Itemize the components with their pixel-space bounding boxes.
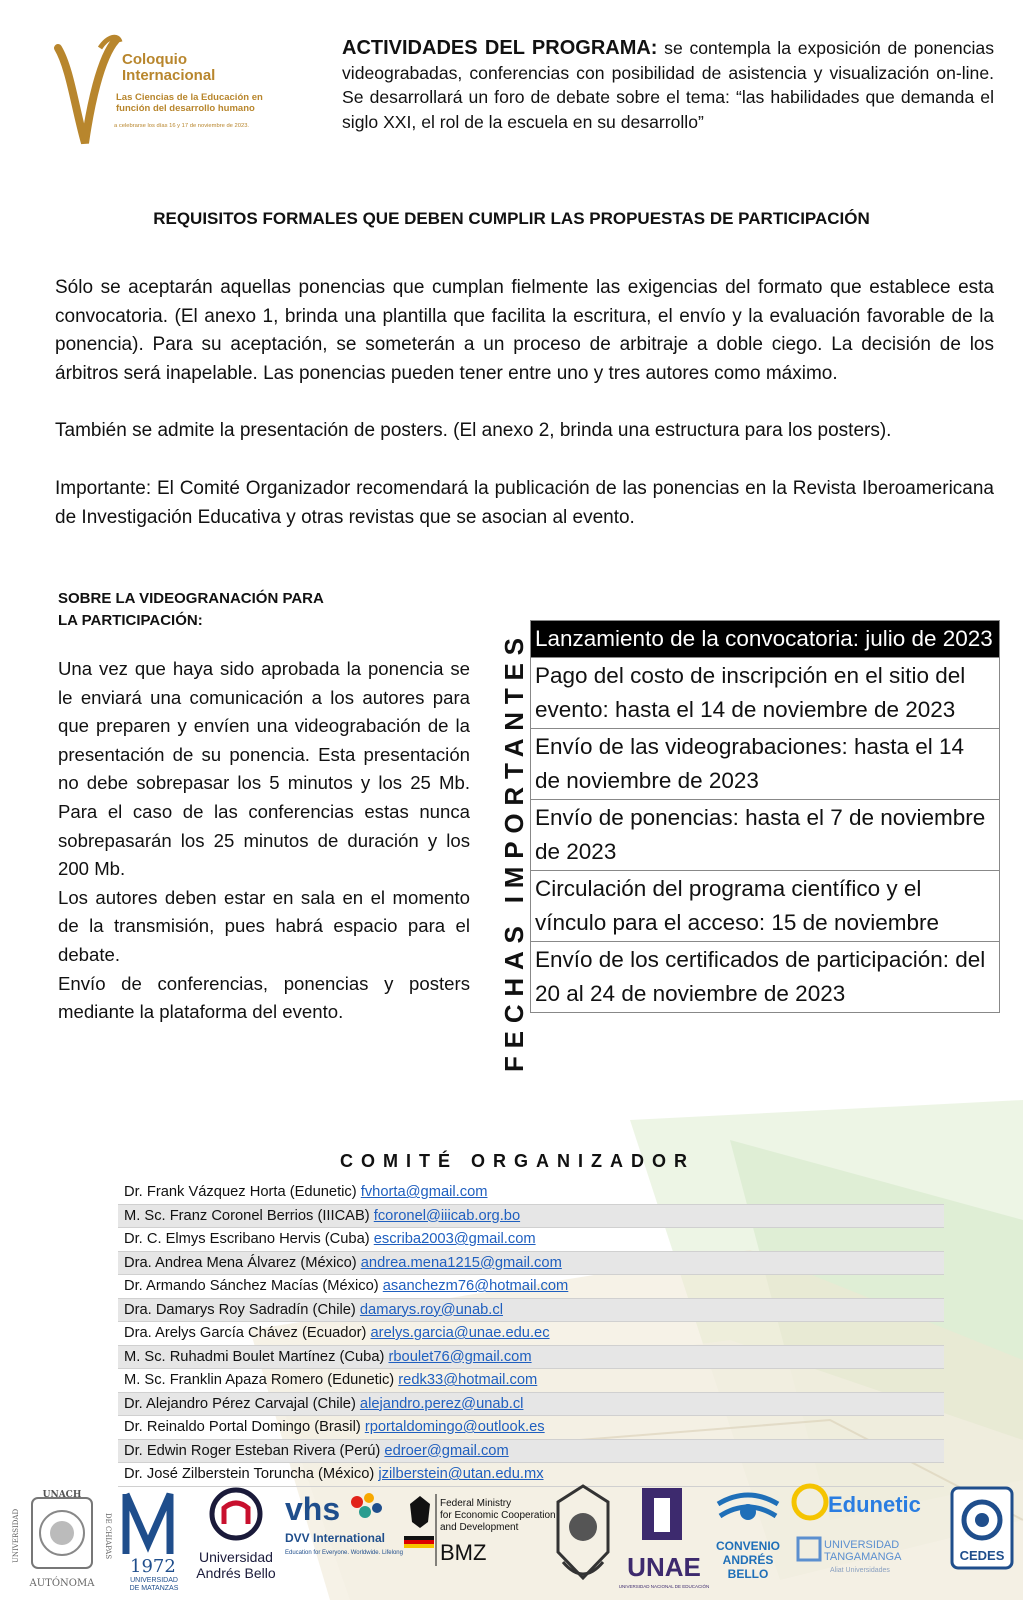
matanzas-logo <box>118 1484 190 1594</box>
video-p1: Una vez que haya sido aprobada la ponencia se le enviará una comunicación a los autores para que preparen y envíen una videograbación de la presentación de su ponencia. Esta presentación no debe sobrepasar los 5 minutos y los 25 Mb. Para el caso de las conferencias estas nunca sobrepasarán los 25 minutos de duración y los 200 Mb. <box>58 658 470 880</box>
member-name: Dr. Edwin Roger Esteban Rivera (Perú) <box>124 1442 385 1459</box>
cab-logo <box>708 1484 788 1594</box>
dvv-vhs: vhs <box>285 1491 341 1527</box>
logo-sub2: función del desarrollo humano <box>116 103 255 114</box>
comite-member <box>118 1393 944 1417</box>
fecha-row <box>531 658 1000 729</box>
member-name: Dra. Arelys García Chávez (Ecuador) <box>124 1325 371 1341</box>
v-logo-icon <box>50 28 120 148</box>
member-email-link[interactable]: fcoronel@iiicab.org.bo <box>373 1207 521 1224</box>
comite-member <box>118 1275 944 1299</box>
requisitos-title: REQUISITOS FORMALES QUE DEBEN CUMPLIR LAS PROPUESTAS DE PARTICIPACIÓN <box>153 209 870 228</box>
utan-line1: UNIVERSIDAD <box>824 1539 900 1551</box>
fecha-row <box>531 942 1000 1013</box>
um-name1: UNIVERSIDAD <box>130 1577 178 1584</box>
comite-title: COMITÉ ORGANIZADOR <box>340 1151 695 1171</box>
crest-logo <box>548 1482 618 1592</box>
member-name: M. Sc. Franklin Apaza Romero (Edunetic) <box>124 1372 399 1388</box>
member-email-link[interactable]: asanchezm76@hotmail.com <box>382 1278 569 1294</box>
logo-line2: Internacional <box>122 67 216 84</box>
member-email-link[interactable]: edroer@gmail.com <box>384 1442 509 1459</box>
header-bold: ACTIVIDADES DEL PROGRAMA: <box>342 37 658 59</box>
cedes-logo <box>940 1484 1020 1594</box>
fechas-vertical-label <box>497 622 531 1074</box>
member-email-link[interactable]: andrea.mena1215@gmail.com <box>360 1254 562 1271</box>
fecha-cell: Envío de los certificados de participación: del 20 al 24 de noviembre de 2023 <box>531 942 1000 1013</box>
video-p2: Los autores deben estar en sala en el momento de la transmisión, pues habrá espacio para el debate. <box>58 886 470 965</box>
unab-name1: Universidad <box>199 1549 273 1565</box>
unach-bottom: AUTÓNOMA <box>29 1578 95 1589</box>
um-name2: DE MATANZAS <box>129 1585 179 1592</box>
video-title-line2: LA PARTICIPACIÓN: <box>58 612 203 629</box>
dvv-tag: Education for Everyone. Worldwide. Lifelong <box>285 1550 403 1556</box>
coloquio-logo <box>50 28 270 148</box>
unach-logo <box>6 1488 118 1593</box>
fecha-cell: Circulación del programa científico y el vínculo para el acceso: 15 de noviembre <box>531 871 1000 942</box>
comite-member <box>118 1346 944 1370</box>
member-email-link[interactable]: damarys.roy@unab.cl <box>359 1301 503 1318</box>
comite-member <box>118 1228 944 1252</box>
comite-member <box>118 1440 944 1464</box>
member-email-link[interactable]: rportaldomingo@outlook.es <box>364 1419 545 1435</box>
unae-sub: UNIVERSIDAD NACIONAL DE EDUCACIÓN <box>618 1584 710 1589</box>
comite-member <box>118 1299 944 1323</box>
fecha-row <box>531 729 1000 800</box>
header-text: se contempla la exposición de ponencias videograbadas, conferencias con posibilidad de asistencia y visualización on-line. Se desarrollará un foro de debate sobre el tema: “las habilidades que demanda el siglo XXI, el rol de la escuela en su desarrollo” <box>342 38 994 132</box>
fecha-row <box>531 871 1000 942</box>
utan-line3: Aliat Universidades <box>830 1567 890 1574</box>
requisitos-p2: También se admite la presentación de posters. (El anexo 2, brinda una estructura para los posters). <box>55 420 892 441</box>
header-paragraph <box>342 36 994 134</box>
bmz-line1: Federal Ministry <box>440 1498 512 1509</box>
unach-right: DE CHIAPAS <box>104 1513 112 1560</box>
fecha-row <box>531 621 1000 658</box>
member-name: Dr. Reinaldo Portal Domingo (Brasil) <box>124 1419 365 1435</box>
comite-member <box>118 1181 944 1205</box>
fechas-label-text: FECHAS IMPORTANTES <box>499 630 529 1072</box>
bmz-line2: for Economic Cooperation <box>440 1510 556 1521</box>
member-email-link[interactable]: escriba2003@gmail.com <box>373 1231 536 1247</box>
member-name: Dr. C. Elmys Escribano Hervis (Cuba) <box>124 1231 374 1247</box>
comite-member <box>118 1416 944 1440</box>
video-body <box>58 655 470 1027</box>
comite-member <box>118 1322 944 1346</box>
unach-top: UNACH <box>42 1490 82 1500</box>
unach-left: UNIVERSIDAD <box>12 1508 20 1563</box>
member-email-link[interactable]: arelys.garcia@unae.edu.ec <box>370 1325 550 1341</box>
fecha-cell: Pago del costo de inscripción en el sitio del evento: hasta el 14 de noviembre de 2023 <box>531 658 1000 729</box>
member-name: Dr. José Zilberstein Toruncha (México) <box>124 1466 379 1482</box>
cedes-text: CEDES <box>959 1548 1005 1563</box>
requisitos-p1: Sólo se aceptarán aquellas ponencias que cumplan fielmente las exigencias del formato que establece esta convocatoria. (El anexo 1, brinda una plantilla que facilita la escritura, el envío y la evaluación favorable de la ponencia). Para su aceptación, se someterán a un proceso de arbitraje a doble ciego. La decisión de los árbitros será inapelable. Las ponencias pueden tener entre uno y tres autores como máximo. <box>55 277 994 384</box>
member-email-link[interactable]: redk33@hotmail.com <box>398 1372 538 1388</box>
unab-name2: Andrés Bello <box>196 1565 276 1581</box>
video-p3: Envío de conferencias, ponencias y posters mediante la plataforma del evento. <box>58 972 470 1023</box>
member-name: M. Sc. Franz Coronel Berrios (IIICAB) <box>124 1207 374 1224</box>
member-email-link[interactable]: fvhorta@gmail.com <box>360 1184 488 1200</box>
fecha-row <box>531 800 1000 871</box>
cab-line3: BELLO <box>727 1567 769 1581</box>
member-name: Dr. Frank Vázquez Horta (Edunetic) <box>124 1184 361 1200</box>
unae-logo <box>618 1484 710 1594</box>
member-email-link[interactable]: alejandro.perez@unab.cl <box>359 1395 524 1412</box>
um-year: 1972 <box>130 1556 176 1577</box>
bmz-logo <box>398 1486 556 1586</box>
dvv-name: DVV International <box>285 1531 386 1545</box>
member-email-link[interactable]: jzilberstein@utan.edu.mx <box>378 1466 544 1482</box>
member-name: Dr. Alejandro Pérez Carvajal (Chile) <box>124 1395 360 1412</box>
logo-sub1: Las Ciencias de la Educación en <box>116 92 263 103</box>
fecha-cell: Envío de las videograbaciones: hasta el 14 de noviembre de 2023 <box>531 729 1000 800</box>
comite-list <box>118 1181 944 1487</box>
edunetic-utan-logo <box>790 1482 930 1592</box>
member-name: Dra. Andrea Mena Álvarez (México) <box>124 1254 361 1271</box>
fecha-cell: Envío de ponencias: hasta el 7 de noviembre de 2023 <box>531 800 1000 871</box>
cab-line1: CONVENIO <box>715 1539 781 1553</box>
member-name: M. Sc. Ruhadmi Boulet Martínez (Cuba) <box>124 1348 389 1365</box>
cab-line2: ANDRÉS <box>722 1553 774 1567</box>
comite-member <box>118 1369 944 1393</box>
video-title <box>58 588 388 632</box>
comite-member <box>118 1205 944 1229</box>
requisitos-p3: Importante: El Comité Organizador recomendará la publicación de las ponencias en la Revista Iberoamericana de Investigación Educativa y otras revistas que se asocian al evento. <box>55 478 994 528</box>
fecha-cell: Lanzamiento de la convocatoria: julio de 2023 <box>531 621 1000 658</box>
member-name: Dra. Damarys Roy Sadradín (Chile) <box>124 1301 360 1318</box>
member-name: Dr. Armando Sánchez Macías (México) <box>124 1278 383 1294</box>
dvv-logo <box>285 1486 403 1576</box>
sponsor-logos <box>0 1478 1023 1600</box>
edunetic-text: Edunetic <box>828 1492 921 1517</box>
bmz-abbr: BMZ <box>440 1540 487 1565</box>
logo-date: a celebrarse los días 16 y 17 de noviembre de 2023. <box>114 123 250 129</box>
member-email-link[interactable]: rboulet76@gmail.com <box>388 1348 532 1365</box>
unae-text: UNAE <box>627 1552 701 1582</box>
utan-line2: TANGAMANGA <box>824 1551 902 1563</box>
bmz-line3: and Development <box>440 1522 519 1533</box>
fechas-table <box>530 620 1000 1013</box>
comite-member <box>118 1252 944 1276</box>
unab-logo <box>190 1484 282 1594</box>
video-title-line1: SOBRE LA VIDEOGRANACIÓN PARA <box>58 590 324 607</box>
logo-line1: Coloquio <box>122 51 187 68</box>
